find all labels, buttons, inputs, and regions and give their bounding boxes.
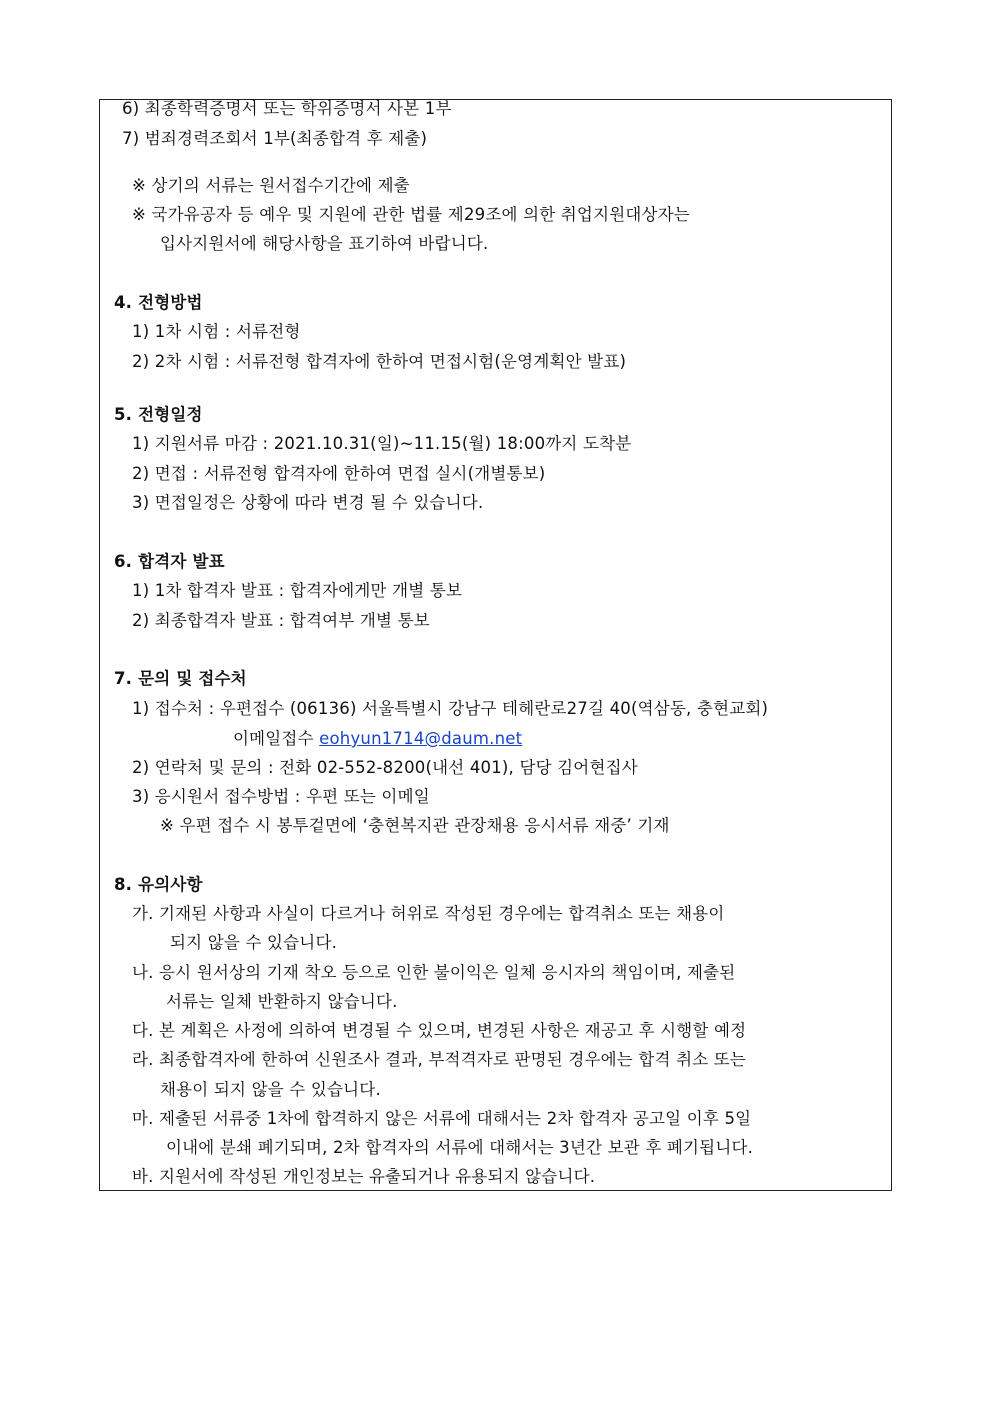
section-6-line-2: 2) 최종합격자 발표 : 합격여부 개별 통보	[132, 611, 430, 630]
section-5-line-1: 1) 지원서류 마감 : 2021.10.31(일)~11.15(월) 18:00까지 도착분	[132, 434, 632, 453]
caution-item-ba: 바. 지원서에 작성된 개인정보는 유출되거나 유용되지 않습니다.	[132, 1167, 596, 1186]
caution-item-na: 나. 응시 원서상의 기재 착오 등으로 인한 불이익은 일체 응시자의 책임이며, 제출된	[132, 963, 736, 982]
caution-item-ma-cont: 이내에 분쇄 폐기되며, 2차 합격자의 서류에 대해서는 3년간 보관 후 폐기됩니다.	[166, 1138, 754, 1157]
section-5-line-2: 2) 면접 : 서류전형 합격자에 한하여 면접 실시(개별통보)	[132, 464, 546, 483]
section-6-line-1: 1) 1차 합격자 발표 : 합격자에게만 개별 통보	[132, 581, 463, 600]
doc-note-2-cont: 입사지원서에 해당사항을 표기하여 바랍니다.	[160, 234, 489, 253]
section-7-line-1: 1) 접수처 : 우편접수 (06136) 서울특별시 강남구 테헤란로27길 40(역삼동, 충현교회)	[132, 699, 769, 718]
doc-note-2: ※ 국가유공자 등 예우 및 지원에 관한 법률 제29조에 의한 취업지원대상자는	[132, 205, 690, 224]
doc-item-6: 6) 최종학력증명서 또는 학위증명서 사본 1부	[122, 99, 452, 118]
section-7-line-2: 2) 연락처 및 문의 : 전화 02-552-8200(내선 401), 담당 김어현집사	[132, 758, 638, 777]
caution-item-ra-cont: 채용이 되지 않을 수 있습니다.	[160, 1080, 381, 1099]
section-8-title: 8. 유의사항	[114, 875, 203, 894]
doc-note-1: ※ 상기의 서류는 원서접수기간에 제출	[132, 176, 410, 195]
caution-item-ga: 가. 기재된 사항과 사실이 다르거나 허위로 작성된 경우에는 합격취소 또는 채용이	[132, 904, 725, 923]
section-6-title: 6. 합격자 발표	[114, 552, 225, 571]
caution-item-ra: 라. 최종합격자에 한하여 신원조사 결과, 부적격자로 판명된 경우에는 합격 취소 또는	[132, 1050, 747, 1069]
section-7-note: ※ 우편 접수 시 봉투겉면에 ‘충현복지관 관장채용 응시서류 재중’ 기재	[160, 816, 670, 835]
doc-item-7: 7) 범죄경력조회서 1부(최종합격 후 제출)	[122, 129, 428, 148]
email-link[interactable]: eohyun1714@daum.net	[319, 729, 523, 748]
section-4-line-2: 2) 2차 시험 : 서류전형 합격자에 한하여 면접시험(운영계획안 발표)	[132, 352, 627, 371]
section-5-line-3: 3) 면접일정은 상황에 따라 변경 될 수 있습니다.	[132, 493, 484, 512]
email-label: 이메일접수	[233, 729, 320, 748]
caution-item-ma: 마. 제출된 서류중 1차에 합격하지 않은 서류에 대해서는 2차 합격자 공고일 이후 5일	[132, 1109, 752, 1128]
caution-item-na-cont: 서류는 일체 반환하지 않습니다.	[166, 992, 398, 1011]
section-5-title: 5. 전형일정	[114, 405, 203, 424]
section-7-email-line	[233, 728, 522, 750]
section-7-line-3: 3) 응시원서 접수방법 : 우편 또는 이메일	[132, 787, 430, 806]
section-4-line-1: 1) 1차 시험 : 서류전형	[132, 322, 301, 341]
caution-item-ga-cont: 되지 않을 수 있습니다.	[170, 933, 338, 952]
caution-item-da: 다. 본 계획은 사정에 의하여 변경될 수 있으며, 변경된 사항은 재공고 후 시행할 예정	[132, 1021, 747, 1040]
section-7-title: 7. 문의 및 접수처	[114, 669, 247, 688]
section-4-title: 4. 전형방법	[114, 293, 203, 312]
